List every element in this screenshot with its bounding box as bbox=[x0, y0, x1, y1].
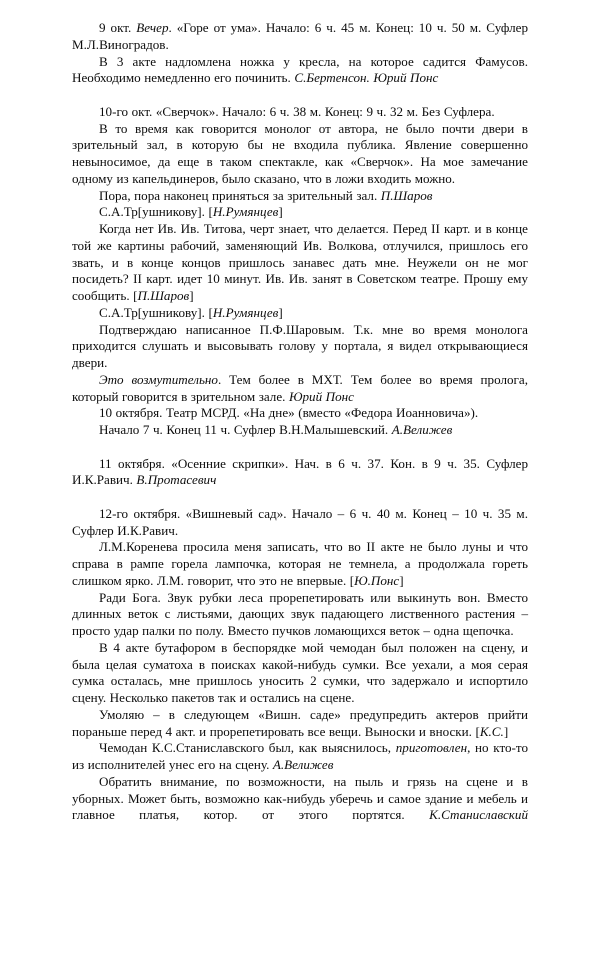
text-run: Подтверждаю написанное П.Ф.Шаровым. Т.к. мне во время монолога приходится слушать и высовывать голову у портала, я видел открывающиеся двери. bbox=[72, 321, 528, 370]
paragraph bbox=[72, 774, 528, 824]
text-run: 10-го окт. «Сверчок». Начало: 6 ч. 38 м. Конец: 9 ч. 32 м. Без Суфлера. bbox=[99, 103, 495, 119]
paragraph bbox=[72, 20, 528, 54]
text-run: Обратить внимание, по возможности, на пыль и грязь на сцене и в уборных. Может быть, возможно как-нибудь уберечь и самое здание и мебель и главное платья, котор. от этого портятся. bbox=[72, 773, 528, 823]
italic-text-run: С.Бертенсон. Юрий Понс bbox=[294, 70, 439, 86]
text-run: ] bbox=[278, 204, 283, 220]
text-run: ] bbox=[278, 304, 283, 320]
text-run: ] bbox=[503, 723, 509, 739]
text-run: 12-го октября. «Вишневый сад». Начало – 6 ч. 40 м. Конец – 10 ч. 35 м. Суфлер И.К.Равич. bbox=[72, 505, 528, 538]
paragraph bbox=[72, 188, 528, 205]
text-run: 10 октября. Театр МСРД. «На дне» (вместо «Федора Иоанновича»). bbox=[99, 405, 479, 421]
italic-text-run: Ю.Понс bbox=[354, 572, 400, 588]
paragraph bbox=[72, 506, 528, 540]
paragraph bbox=[72, 104, 528, 121]
paragraph bbox=[72, 204, 528, 221]
paragraph bbox=[72, 372, 528, 406]
text-run: Начало 7 ч. Конец 11 ч. Суфлер В.Н.Малышевский. bbox=[99, 422, 392, 437]
text-run: ] bbox=[399, 572, 404, 588]
italic-text-run: Юрий Понс bbox=[288, 388, 354, 404]
text-run: С.А.Тр[ушникову]. [ bbox=[99, 204, 213, 220]
italic-text-run: Н.Румянцев bbox=[212, 304, 279, 320]
text-run: Л.М.Коренева просила меня записать, что во II акте не было луны и что справа в рампе горела лампочка, которая не темнела, а продолжала гореть слишком ярко. Л.М. говорит, что это не впервые. [ bbox=[72, 539, 528, 588]
paragraph bbox=[72, 539, 528, 589]
paragraph bbox=[72, 54, 528, 88]
italic-text-run: приготовлен bbox=[395, 740, 468, 756]
italic-text-run: К.Станиславский bbox=[429, 807, 528, 823]
text-run: . «Горе от ума». Начало: 6 ч. 45 м. Конец: 10 ч. 50 м. Суфлер М.Л.Виноградов. bbox=[72, 20, 528, 52]
text-run: В то время как говорится монолог от автора, не было почти двери в зрительный зал, в которую бы не входила публика. Явление совершенно невыносимое, да еще в таком спектакле, как «Сверчок». На мое замечание одному из капельдинеров, было сказано, что в ложи входить можно. bbox=[72, 120, 528, 186]
text-run: Пора, пора наконец приняться за зрительный зал. bbox=[99, 187, 381, 203]
text-run: ] bbox=[189, 288, 194, 303]
body-text-column bbox=[72, 20, 528, 824]
text-run: Ради Бога. Звук рубки леса прорепетировать или выкинуть вон. Вместо длинных веток с листьями, дающих звук падающего лиственного растения – просто удар палки по полу. Вместо пучков ломающихся веток – одна щепочка. bbox=[72, 589, 528, 638]
text-run: Чемодан К.С.Станиславского был, как выяснилось, bbox=[99, 740, 396, 756]
italic-text-run: П.Шаров bbox=[137, 288, 190, 303]
italic-text-run: Н.Румянцев bbox=[212, 204, 279, 220]
text-run: С.А.Тр[ушникову]. [ bbox=[99, 304, 213, 320]
text-run: Когда нет Ив. Ив. Титова, черт знает, что делается. Перед II карт. и в конце той же картины рабочий, заменяющий Ив. Волкова, отлучился, пришлось его звать, и в конце концов пришлось занавес дать мне. Неужели он не мог посидеть? II карт. идет 10 минут. Ив. Ив. занят в Советском театре. Прошу ему сообщить. [ bbox=[72, 221, 528, 303]
italic-text-run: Вечер bbox=[136, 20, 169, 35]
paragraph bbox=[72, 121, 528, 188]
text-run: Умоляю – в следующем «Вишн. саде» предупредить актеров прийти пораньше перед 4 акт. и прорепетировать все вещи. Выноски и вноски. [ bbox=[72, 706, 528, 739]
text-run: . Тем более в МХТ. Тем более во время пролога, который говорится в зрительном зале. bbox=[72, 371, 529, 404]
text-run: 9 окт. bbox=[99, 20, 137, 35]
paragraph bbox=[72, 640, 528, 707]
paragraph bbox=[72, 590, 528, 640]
paragraph bbox=[72, 221, 528, 305]
paragraph bbox=[72, 405, 528, 422]
italic-text-run: К.С. bbox=[479, 723, 504, 739]
paragraph bbox=[72, 456, 528, 490]
text-run: , но кто-то из исполнителей унес его на сцену. bbox=[72, 740, 529, 772]
italic-text-run: А.Велижев bbox=[272, 757, 334, 772]
paragraph bbox=[72, 707, 528, 741]
paragraph bbox=[72, 422, 528, 439]
italic-text-run: В.Протасевич bbox=[136, 472, 217, 488]
paragraph bbox=[72, 322, 528, 372]
italic-text-run: П.Шаров bbox=[380, 187, 433, 203]
paragraph bbox=[72, 305, 528, 322]
text-run: В 4 акте бутафором в беспорядке мой чемодан был положен на сцену, и была целая суматоха в поисках какой-нибудь сумки. Все уехали, а моя серая сумка осталась, мне пришлось уносить 2 сумки, что задержало и испортило сцену. Несколько пакетов так и остались на сцене. bbox=[72, 639, 528, 705]
text-run: В 3 акте надломлена ножка у кресла, на которое садится Фамусов. Необходимо немедленно его починить. bbox=[72, 53, 528, 86]
paragraph bbox=[72, 740, 528, 774]
text-run: 11 октября. «Осенние скрипки». Нач. в 6 ч. 37. Кон. в 9 ч. 35. Суфлер И.К.Равич. bbox=[72, 455, 528, 488]
italic-text-run: Это возмутительно bbox=[99, 371, 218, 387]
italic-text-run: А.Велижев bbox=[391, 422, 453, 437]
